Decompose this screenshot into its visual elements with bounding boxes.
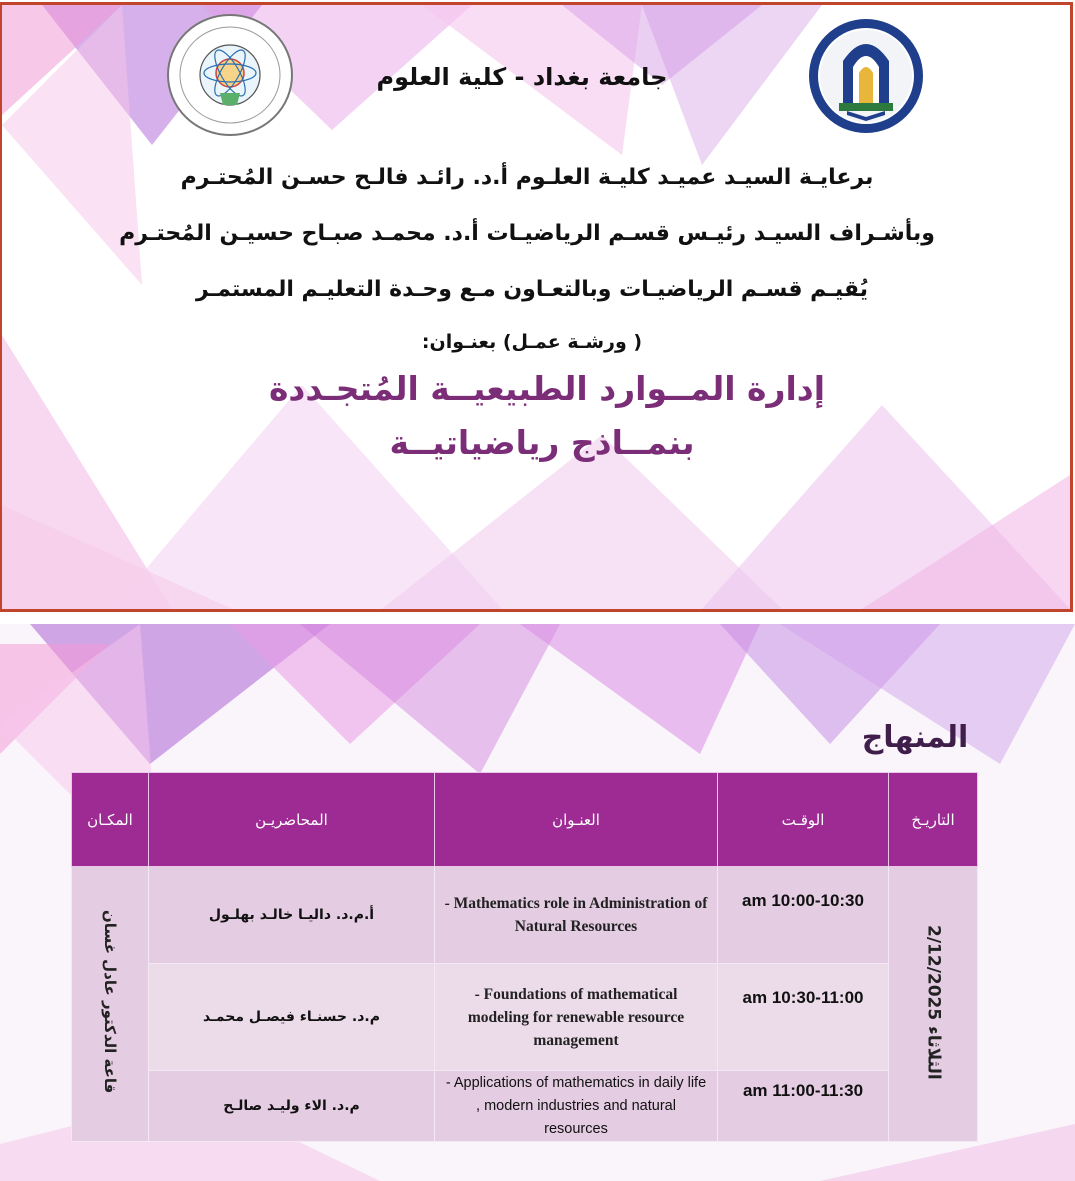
place-cell: [72, 867, 149, 1142]
table-row: [72, 867, 978, 964]
workshop-poster: [0, 2, 1073, 612]
col-header-title: العنـوان: [435, 773, 718, 867]
col-header-time: الوقـت: [718, 773, 889, 867]
time-cell: 10:00-10:30 am: [718, 867, 889, 964]
table-row: [72, 1071, 978, 1142]
workshop-type-line: ( ورشـة عمـل) بعنـوان:: [421, 331, 643, 353]
lecturer-cell: أ.م.د. داليـا خالـد بهلـول: [149, 867, 435, 964]
schedule-section: [0, 624, 1075, 1181]
organizer-line: يُقيـم قسـم الرياضيـات وبالتعـاون مـع وحـدة التعليـم المستمـر: [196, 277, 868, 302]
patronage-line: برعايـة السيـد عميـد كليـة العلـوم أ.د. رائـد فالـح حسـن المُحتـرم: [180, 165, 874, 190]
lecturer-cell: م.د. الاء وليـد صالـح: [149, 1071, 435, 1142]
session-date: الثلاثاء 2/12/2025: [923, 924, 944, 1080]
lecturer-cell: م.د. حسنـاء فيصـل محمـد: [149, 964, 435, 1071]
time-cell: 11:00-11:30 am: [718, 1071, 889, 1142]
topic-cell: - Applications of mathematics in daily life , modern industries and natural resources: [435, 1071, 718, 1142]
col-header-date: التاريـخ: [889, 773, 978, 867]
schedule-table: [71, 772, 978, 1142]
university-college-title: جامعة بغداد - كلية العلوم: [376, 63, 668, 91]
date-cell: [889, 867, 978, 1142]
table-row: [72, 964, 978, 1071]
college-of-science-logo: [165, 13, 295, 138]
table-header-row: [72, 773, 978, 867]
col-header-lecturers: المحاضريـن: [149, 773, 435, 867]
topic-cell: - Mathematics role in Administration of Natural Resources: [435, 867, 718, 964]
session-place: قاعة الدكتور عادل غسان: [101, 910, 120, 1094]
workshop-title-line2: بنمــاذج رياضياتيــة: [389, 423, 695, 462]
schedule-heading: المنهاج: [861, 720, 969, 755]
workshop-title-line1: إدارة المــوارد الطبيعيــة المُتجـددة: [268, 369, 826, 408]
col-header-place: المكـان: [72, 773, 149, 867]
supervision-line: وبأشـراف السيـد رئيـس قسـم الرياضيـات أ.د. محمـد صبـاح حسيـن المُحتـرم: [119, 221, 935, 246]
topic-cell: - Foundations of mathematical modeling for renewable resource management: [435, 964, 718, 1071]
university-of-baghdad-logo: [807, 17, 925, 135]
time-cell: 10:30-11:00 am: [718, 964, 889, 1071]
